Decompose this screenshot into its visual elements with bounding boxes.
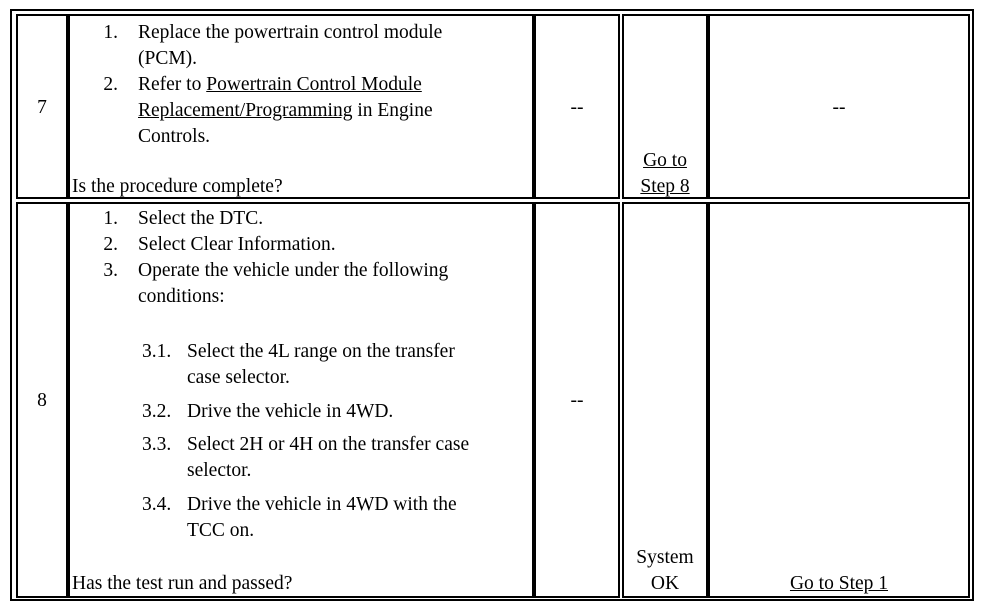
question-text: Has the test run and passed? (72, 573, 293, 594)
list-item-text (138, 98, 433, 124)
list-item-text: Operate the vehicle under the following (138, 260, 449, 281)
values-cell (534, 202, 620, 598)
question-text: Is the procedure complete? (72, 176, 283, 197)
list-number: 1. (103, 208, 118, 229)
yes-cell (622, 202, 708, 598)
list-number: 1. (103, 22, 118, 43)
action-cell (68, 14, 534, 199)
yes-cell (622, 14, 708, 199)
step-cell (16, 14, 68, 199)
list-item-text: Select Clear Information. (138, 234, 336, 255)
list-item-text (138, 72, 422, 98)
sublist-item-text: Select the 4L range on the transfer (187, 341, 455, 362)
system-ok-text: System (636, 547, 694, 568)
list-number: 3. (103, 260, 118, 281)
list-number: 2. (103, 234, 118, 255)
go-to-step-1-link[interactable]: Go to Step 1 (789, 573, 889, 594)
list-item-prefix: Refer to (138, 74, 207, 95)
sublist-item-text: TCC on. (187, 520, 255, 541)
values-cell (534, 14, 620, 199)
list-number: 2. (103, 74, 118, 95)
list-item-text: conditions: (138, 286, 225, 307)
go-to-step-8-link[interactable]: Step 8 (640, 176, 690, 197)
diagnostic-table (10, 9, 974, 601)
list-item-text: Controls. (138, 126, 211, 147)
go-to-step-8-link[interactable]: Go to (643, 150, 687, 171)
list-item-text: Select the DTC. (138, 208, 264, 229)
sublist-number: 3.3. (142, 434, 172, 455)
system-ok-text: OK (650, 573, 680, 594)
sublist-item-text: selector. (187, 460, 252, 481)
sublist-item-text: case selector. (187, 367, 290, 388)
list-item-text: Replace the powertrain control module (138, 22, 443, 43)
pcm-link[interactable]: Powertrain Control Module (206, 74, 422, 95)
sublist-item-text: Drive the vehicle in 4WD. (187, 401, 394, 422)
step-number: 7 (37, 97, 47, 118)
no-cell (708, 14, 970, 199)
sublist-number: 3.4. (142, 494, 172, 515)
list-item-suffix: in Engine (352, 100, 433, 121)
sublist-number: 3.1. (142, 341, 172, 362)
sublist-item-text: Select 2H or 4H on the transfer case (187, 434, 470, 455)
sublist-number: 3.2. (142, 401, 172, 422)
step-number: 8 (37, 390, 47, 411)
values-text: -- (570, 390, 584, 411)
step-cell (16, 202, 68, 598)
action-cell (68, 202, 534, 598)
no-text: -- (832, 97, 846, 118)
values-text: -- (570, 97, 584, 118)
no-cell (708, 202, 970, 598)
sublist-item-text: Drive the vehicle in 4WD with the (187, 494, 457, 515)
list-item-text: (PCM). (138, 48, 198, 69)
replacement-programming-link[interactable]: Replacement/Programming (138, 100, 353, 121)
